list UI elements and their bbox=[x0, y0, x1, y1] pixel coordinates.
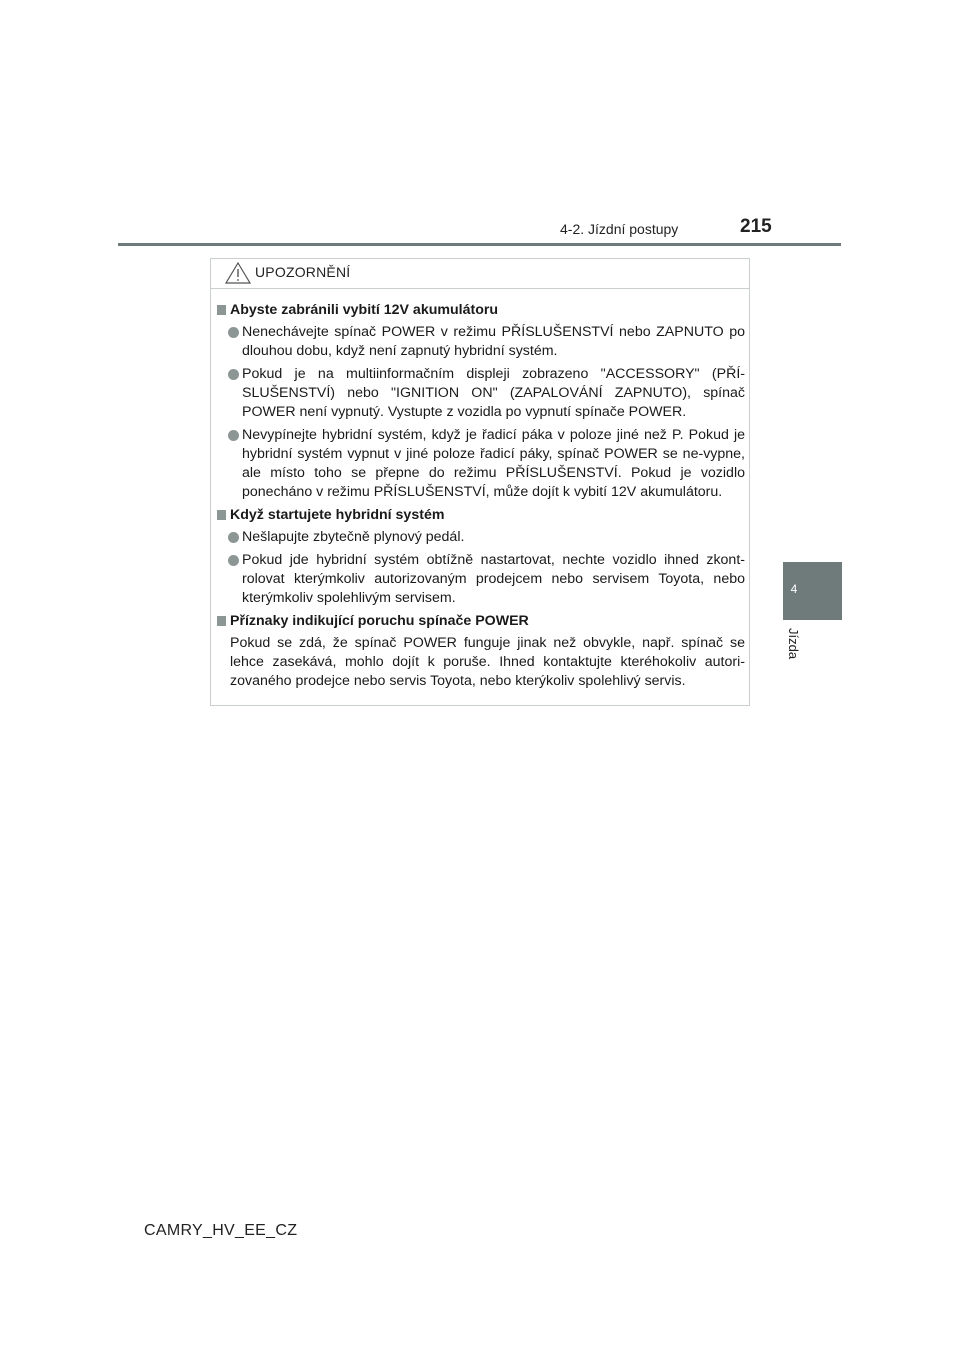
section-heading: Příznaky indikující poruchu spínače POWER bbox=[217, 612, 745, 631]
list-item: Pokud je na multiinformačním displeji zobrazeno "ACCESSORY" (PŘÍ-SLUŠENSTVÍ) nebo "IGNITION ON" (ZAPALOVÁNÍ ZAPNUTO), spínač POWER není vypnutý. Vystupte z vozidla po vypnutí spínače POWER. bbox=[217, 365, 745, 422]
list-item: Nešlapujte zbytečně plynový pedál. bbox=[217, 528, 745, 547]
warning-box bbox=[210, 258, 750, 706]
warning-header bbox=[211, 259, 749, 289]
section-heading: Když startujete hybridní systém bbox=[217, 506, 745, 525]
list-item: Pokud jde hybridní systém obtížně nastartovat, nechte vozidlo ihned zkont-rolovat kterýmkoliv autorizovaným prodejcem nebo servisem Toyota, nebo kterýmkoliv spolehlivým servisem. bbox=[217, 551, 745, 608]
header-rule bbox=[118, 243, 841, 246]
section-heading: Abyste zabránili vybití 12V akumulátoru bbox=[217, 301, 745, 320]
list-item: Nenechávejte spínač POWER v režimu PŘÍSLUŠENSTVÍ nebo ZAPNUTO po dlouhou dobu, když není zapnutý hybridní systém. bbox=[217, 323, 745, 361]
chapter-number: 4 bbox=[790, 582, 798, 596]
chapter-tab bbox=[783, 562, 842, 620]
page-number: 215 bbox=[740, 216, 772, 237]
chapter-label: Jízda bbox=[786, 628, 801, 660]
document-code: CAMRY_HV_EE_CZ bbox=[144, 1222, 298, 1239]
list-item: Nevypínejte hybridní systém, když je řadicí páka v poloze jiné než P. Pokud je hybridní systém vypnut v jiné poloze řadicí páky, spínač POWER se ne-vypne, ale místo toho se přepne do režimu PŘÍSLUŠENSTVÍ. Pokud je vozidlo ponecháno v režimu PŘÍSLUŠENSTVÍ, může dojít k vybití 12V akumulátoru. bbox=[217, 426, 745, 502]
section-paragraph: Pokud se zdá, že spínač POWER funguje jinak než obvykle, např. spínač se lehce zasekává, mohlo dojít k poruše. Ihned kontaktujte kteréhokoliv autori-zovaného prodejce nebo servis Toyota, nebo kterýkoliv spolehlivý servis. bbox=[230, 635, 745, 689]
warning-triangle-icon bbox=[225, 262, 251, 284]
warning-title: UPOZORNĚNÍ bbox=[255, 264, 351, 280]
section-title: 4-2. Jízdní postupy bbox=[560, 221, 679, 237]
warning-body bbox=[217, 301, 745, 691]
